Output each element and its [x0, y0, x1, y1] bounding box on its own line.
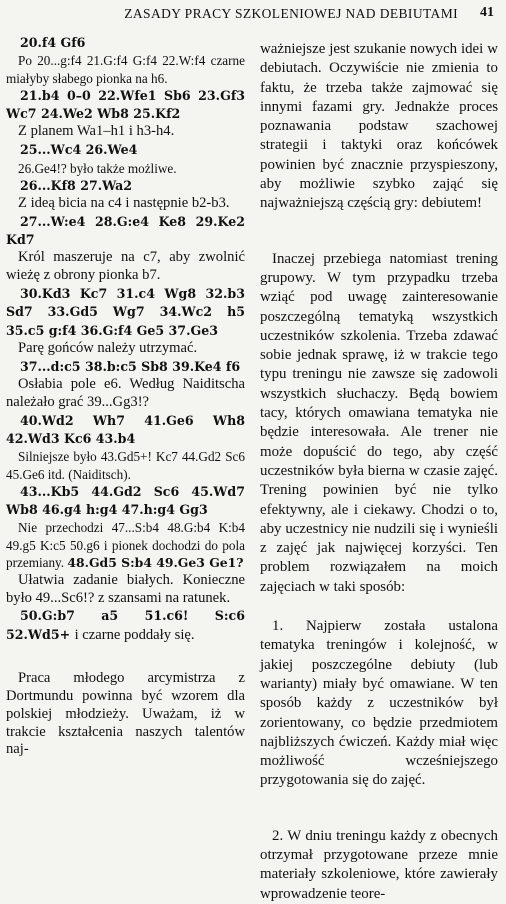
move-line: 30.Kd3 Kc7 31.c4 Wg8 32.b3 Sd7 33.Gd5 Wg7 34.Wc2 h5 35.c5 g:f4 36.G:f4 Ge5 37.Ge3 [6, 286, 245, 338]
right-column [260, 40, 498, 904]
page-number: 41 [480, 5, 494, 20]
move-line: 27...W:e4 28.G:e4 Ke8 29.Ke2 Kd7 [6, 214, 245, 248]
annotation: 26.Ge4!? było także możliwe. [18, 160, 177, 176]
body-paragraph: 1. Najpierw została ustalona tematyka treningów i kolejność, w jakiej poszczególne debiuty (lub warianty) miały być omawiane. W ten sposób każdy z uczestników był zorientowany, co będzie przedmiotem najbliższych ćwiczeń. Każdy miał więc możliwość wcześniejszego przygotowania się do zajęć. [260, 618, 498, 789]
annotation: Ułatwia zadanie białych. Konieczne było 49...Sc6!? z szansami na ratunek. [6, 571, 245, 606]
annotation: Parę gońców należy utrzymać. [18, 339, 198, 356]
body-paragraph: Inaczej przebiega natomiast trening grupowy. W tym przypadku trzeba wziąć pod uwagę zainteresowanie poszczególną tematyką wszystkich uczestników szkolenia. Trzeba zdawać sobie jednak sprawę, iż w trakcie tego typu treningu nie zawsze się zadowoli wszystkich słuchaczy. Będą bowiem tacy, których omawiana tematyka nie będzie interesowała. Ale trener nie może dopuścić do tego, aby część uczestników była bierna w czasie zajęć. Trening powinien być nie tylko efektywny, ale i ciekawy. Chodzi o to, aby uczestnicy nie nudzili się i wynieśli z zajęć jak najwięcej korzyści. Ten problem rozwiązałem na moich zajęciach w taki sposób: [260, 250, 498, 595]
move-line: 21.b4 0–0 22.Wfe1 Sb6 23.Gf3 Wc7 24.We2 Wb8 25.Kf2 [6, 88, 245, 122]
annotation: Po 20...g:f4 21.G:f4 G:f4 22.W:f4 czarne miałyby słabego pionka na h6. [6, 53, 245, 86]
annotation [6, 519, 245, 571]
body-paragraph: Praca młodego arcymistrza z Dortmundu powinna być wzorem dla polskiej młodzieży. Uważam, iż w trakcie kształcenia naszych talentów naj- [6, 669, 245, 758]
left-column [6, 34, 245, 759]
annotation: Król maszeruje na c7, aby zwolnić wieżę z obrony pionka b7. [6, 249, 245, 284]
running-header [0, 6, 506, 26]
body-paragraph: 2. W dniu treningu każdy z obecnych otrzymał przygotowane przeze mnie materiały szkoleniowe, które zawierały wprowadzenie teore- [260, 827, 498, 902]
move-inline: 48.Gd5 S:b4 49.Ge3 Ge1? [67, 555, 244, 571]
move-line: 25...Wc4 26.We4 [20, 142, 138, 158]
annotation: Z ideą bicia na c4 i następnie b2-b3. [18, 195, 230, 212]
paragraph-gap [6, 644, 245, 670]
move-text: 50.G:b7 a5 51.c6! S:c6 52.Wd5+ [6, 608, 245, 642]
annotation-text: Nie przechodzi 47...S:b4 48.G:b4 K:b4 49.g5 K:c5 50.g6 i pionek dochodzi do pola przemiany. [6, 520, 245, 571]
annotation: Silniejsze było 43.Gd5+! Kc7 44.Gd2 Sc6 45.Ge6 itd. (Naiditsch). [6, 449, 245, 482]
chapter-title: ZASADY PRACY SZKOLENIOWEJ NAD DEBIUTAMI [124, 6, 458, 21]
paragraph-gap [260, 214, 498, 250]
paragraph-gap [260, 597, 498, 617]
move-line: 20.f4 Gf6 [20, 35, 86, 50]
move-line: 43...Kb5 44.Gd2 Sc6 45.Wd7 Wb8 46.g4 h:g4 47.h:g4 Gg3 [6, 484, 245, 518]
move-line [6, 607, 245, 643]
result-text: i czarne poddały się. [74, 626, 195, 643]
annotation: Z planem Wa1–h1 i h3-h4. [18, 123, 175, 140]
paragraph-gap [260, 791, 498, 827]
annotation: Osłabia pole e6. Według Naiditscha należało grać 39...Gg3!? [6, 375, 245, 410]
body-paragraph: ważniejsze jest szukanie nowych idei w debiutach. Oczywiście nie zmienia to faktu, że trzeba także zajmować się innymi fazami gry. Jednakże proces poznawania podstaw szachowej strategii i taktyki oraz końcówek powinien być znacznie przyspieszony, aby możliwie szybko zająć się najważniejszą częścią gry: debiutem! [260, 41, 498, 212]
move-line: 26...Kf8 27.Wa2 [20, 177, 133, 193]
move-line: 40.Wd2 Wh7 41.Ge6 Wh8 42.Wd3 Kc6 43.b4 [6, 412, 245, 446]
move-line: 37...d:c5 38.b:c5 Sb8 39.Ke4 f6 [20, 358, 241, 374]
